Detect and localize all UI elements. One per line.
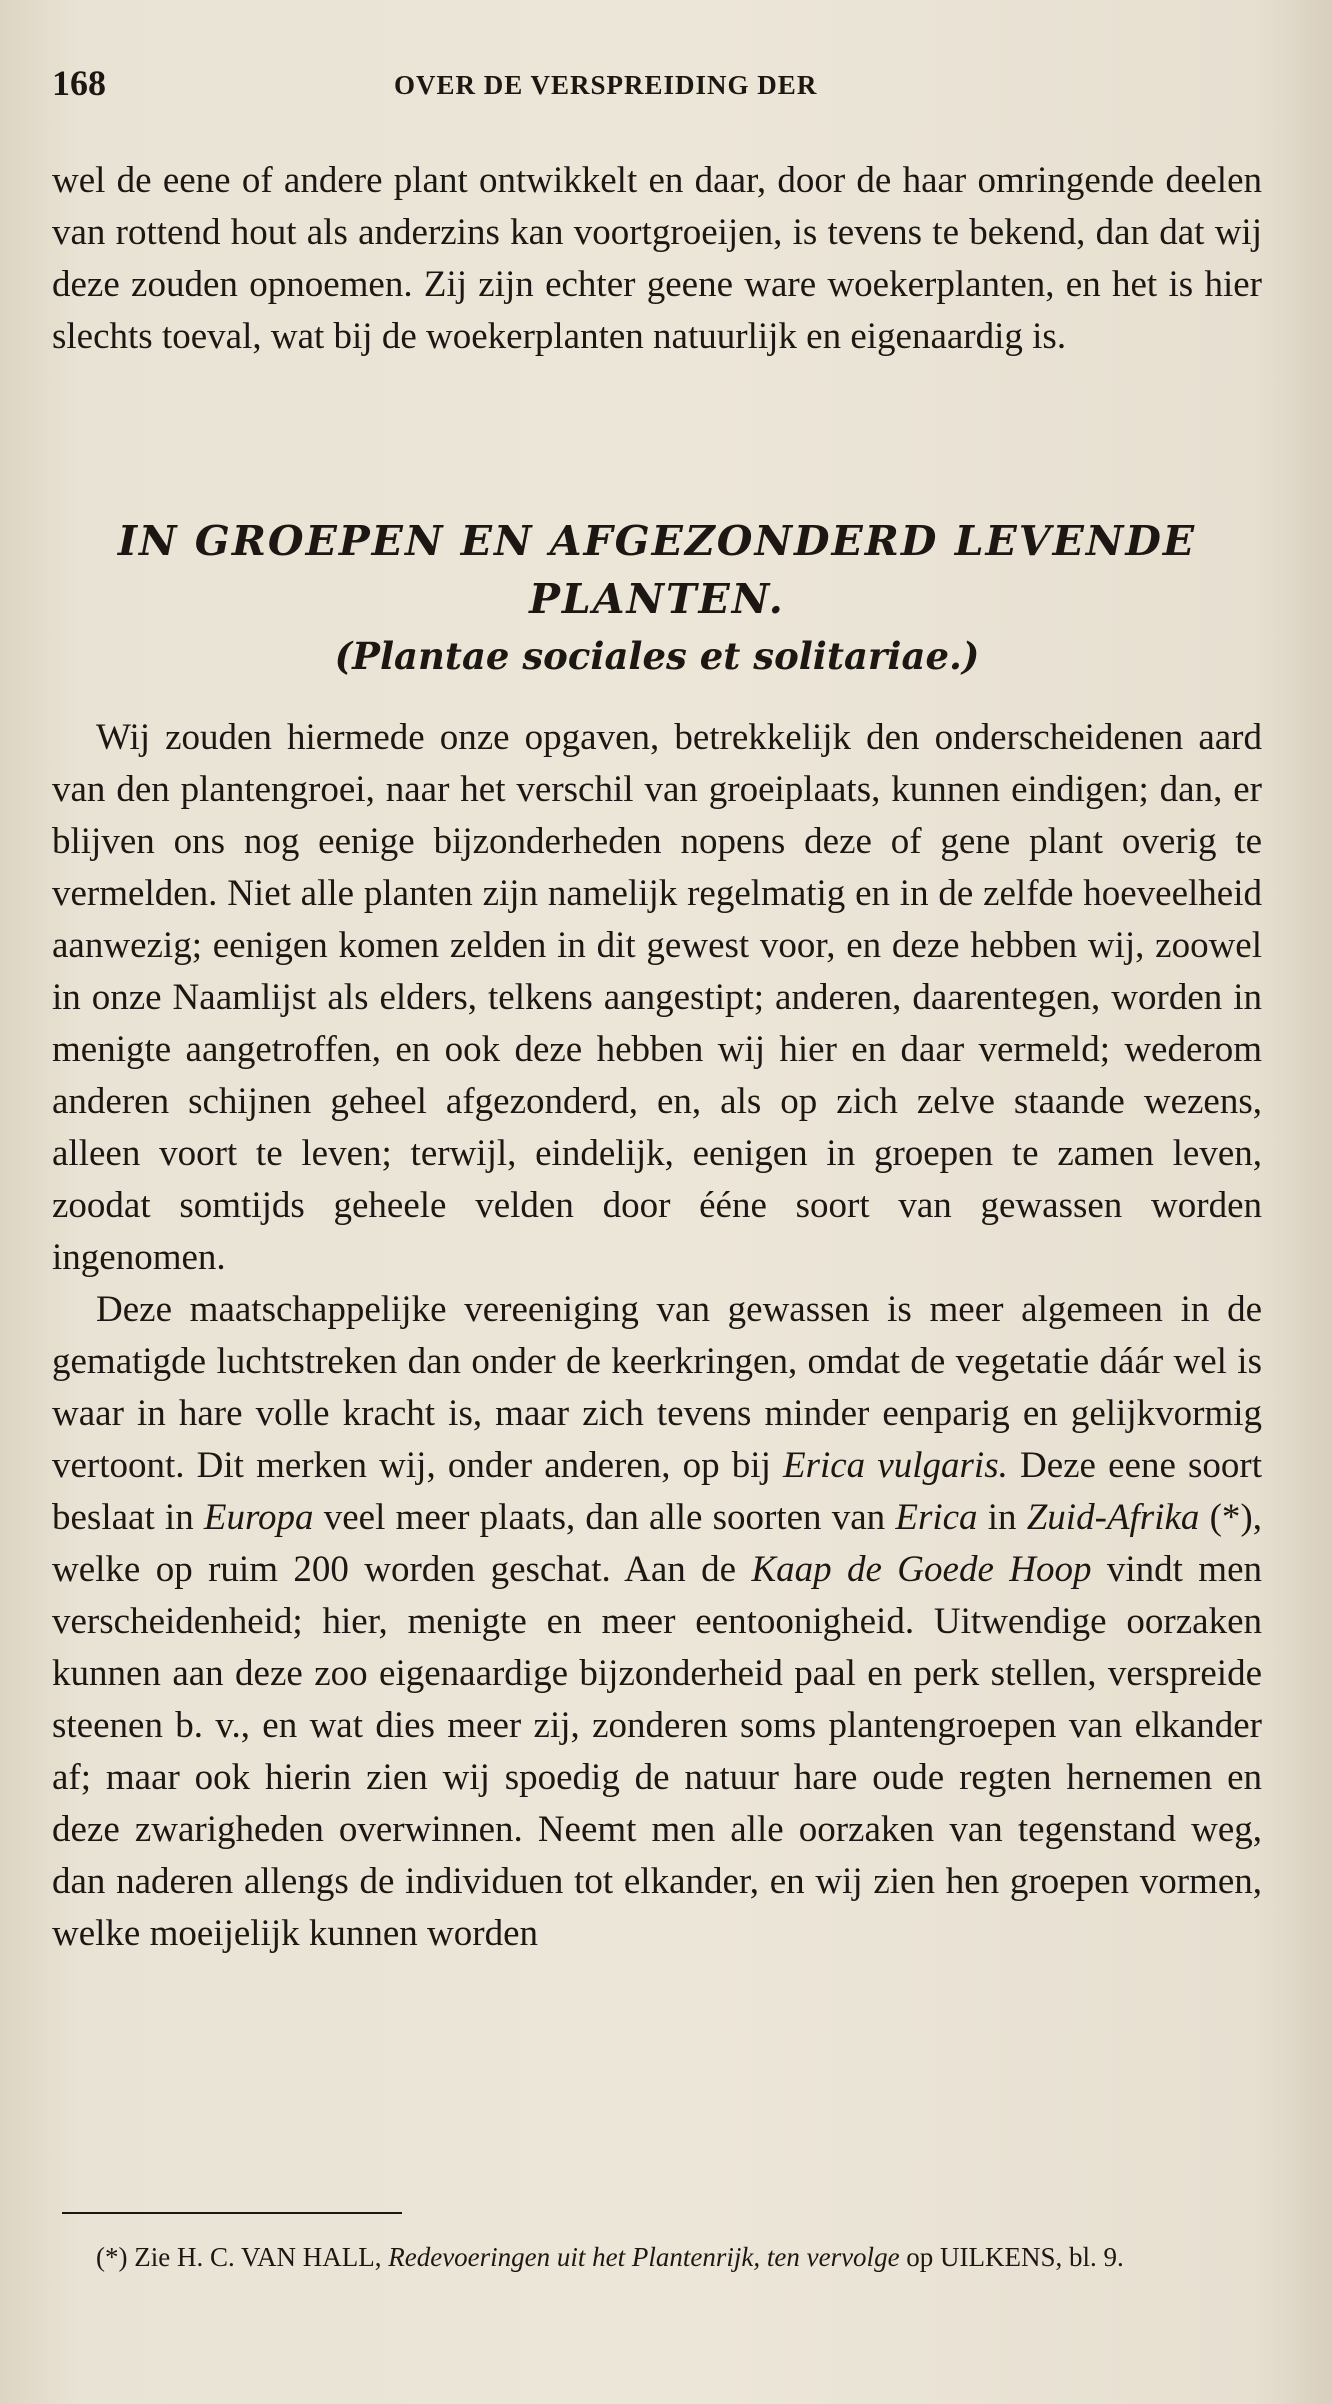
paragraph-2-italic-2: Europa (203, 1497, 314, 1538)
paragraph-2-text-1: Deze maatschappelijke vereeniging van gewassen is meer algemeen in de gematigde luchtstreken dan onder de keerkringen, omdat de vegetatie dáár wel is waar in hare volle kracht is, maar zich tevens minder eenparig en gelijkvormig vertoont. Dit merken wij, onder anderen, op bij (52, 1289, 1262, 1486)
intro-text-block (52, 155, 1262, 363)
paragraph-2-text-6: vindt men verscheidenheid; hier, menigte en meer eentoonigheid. Uitwendige oorzaken kunnen aan deze zoo eigenaardige bijzonderheid paal en perk stellen, verspreide steenen b. v., en wat dies meer zij, zonderen soms plantengroepen van elkander af; maar ook hierin zien wij spoedig de natuur hare oude regten hernemen en deze zwarigheden overwinnen. Neemt men alle oorzaken van tegenstand weg, dan naderen allengs de individuen tot elkander, en wij zien hen groepen vormen, welke moeijelijk kunnen worden (52, 1549, 1262, 1954)
paragraph-2-italic-1: Erica vulgaris. (782, 1445, 1008, 1486)
section-subtitle: (Plantae sociales et solitariae.) (334, 634, 980, 678)
paragraph-2-text-5: (*), welke op ruim 200 worden geschat. Aan de (52, 1497, 1262, 1590)
paragraph-2-italic-5: Kaap de Goede Hoop (751, 1549, 1092, 1590)
page-header (52, 62, 1262, 112)
footnote-marker: (*) (96, 2242, 128, 2272)
paragraph-2-text-4: in (977, 1497, 1027, 1538)
section-title: IN GROEPEN EN AFGEZONDERD LEVENDE PLANTEN. (117, 517, 1197, 623)
footnote-text-2: op UILKENS, bl. 9. (899, 2242, 1124, 2272)
running-head: OVER DE VERSPREIDING DER (394, 70, 818, 100)
paragraph-1: Wij zouden hiermede onze opgaven, betrekkelijk den onderscheidenen aard van den plantengroei, naar het verschil van groeiplaats, kunnen eindigen; dan, er blijven ons nog eenige bijzonderheden nopens deze of gene plant overig te vermelden. Niet alle planten zijn namelijk regelmatig en in de zelfde hoeveelheid aanwezig; eenigen komen zelden in dit gewest voor, en deze hebben wij, zoowel in onze Naamlijst als elders, telkens aangestipt; anderen, daarentegen, worden in menigte aangetroffen, en ook deze hebben wij hier en daar vermeld; wederom anderen schijnen geheel afgezonderd, en, als op zich zelve staande wezens, alleen voort te leven; terwijl, eindelijk, eenigen in groepen te zamen leven, zoodat somtijds geheele velden door ééne soort van gewassen worden ingenomen. (52, 717, 1262, 1278)
paragraph-2 (52, 1284, 1262, 1960)
intro-paragraph: wel de eene of andere plant ontwikkelt en daar, door de haar omringende deelen van rottend hout als anderzins kan voortgroeijen, is tevens te bekend, dan dat wij deze zouden opnoemen. Zij zijn echter geene ware woekerplanten, en het is hier slechts toeval, wat bij de woekerplanten natuurlijk en eigenaardig is. (52, 160, 1262, 357)
paragraph-2-text-2: Deze eene soort beslaat in (52, 1445, 1263, 1538)
footnote-divider (62, 2212, 402, 2214)
footnote (68, 2236, 1258, 2278)
page-number: 168 (52, 63, 106, 103)
main-text-block (52, 712, 1262, 1960)
paragraph-2-italic-3: Erica (895, 1497, 978, 1538)
footnote-text-1: Zie H. C. VAN HALL, (127, 2242, 389, 2272)
paragraph-2-italic-4: Zuid-Afrika (1026, 1497, 1200, 1538)
footnote-italic-title: Redevoeringen uit het Plantenrijk, ten vervolge (388, 2242, 900, 2272)
paragraph-2-text-3: veel meer plaats, dan alle soorten van (313, 1497, 896, 1538)
